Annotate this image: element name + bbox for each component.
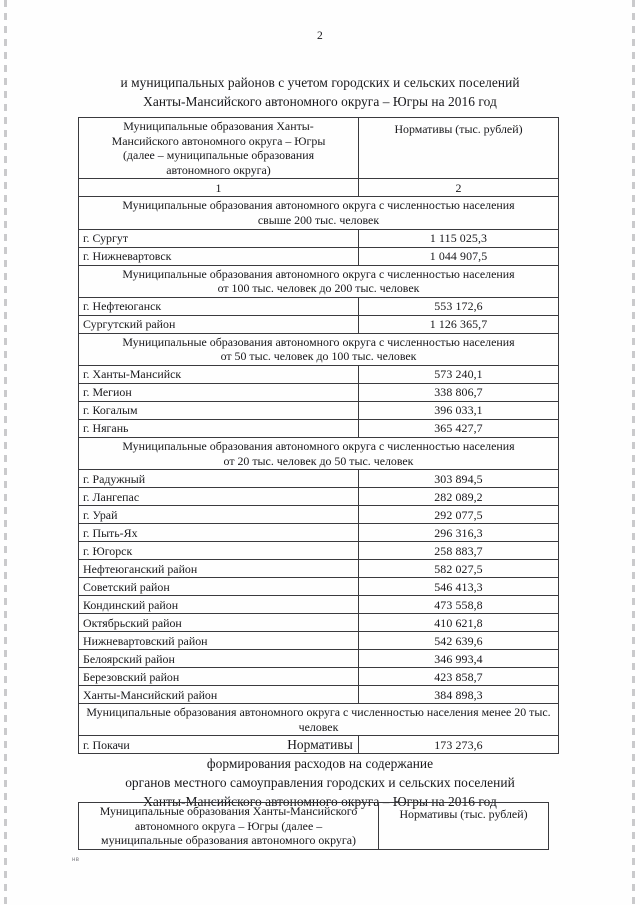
normative-value-cell: 1 115 025,3: [359, 229, 559, 247]
header-line: автономного округа – Югры (далее –: [134, 818, 323, 833]
municipality-name-cell: г. Нижневартовск: [79, 247, 359, 265]
municipality-name-cell: г. Лангепас: [79, 488, 359, 506]
normative-value-cell: 292 077,5: [359, 506, 559, 524]
municipality-name-cell: Кондинский район: [79, 596, 359, 614]
section-heading-line: свыше 200 тыс. человек: [257, 212, 380, 227]
municipality-name-cell: Белоярский район: [79, 650, 359, 668]
municipality-name-cell: г. Нефтеюганск: [79, 297, 359, 315]
section-heading: [79, 197, 559, 229]
municipality-name-cell: Октябрьский район: [79, 614, 359, 632]
header-line: (далее – муниципальные образования: [122, 148, 315, 163]
section-heading-row: [79, 704, 559, 736]
title-line: Ханты-Мансийского автономного округа – Югры на 2016 год: [143, 94, 497, 109]
section-heading-line: от 100 тыс. человек до 200 тыс. человек: [217, 281, 420, 296]
section-heading: [79, 333, 559, 365]
section-heading-line: Муниципальные образования автономного округа с численностью населения: [122, 198, 515, 213]
normatives-table-municipal-districts: [78, 117, 559, 754]
table-row: [79, 668, 559, 686]
table-row: [79, 488, 559, 506]
column-number-1: 1: [79, 179, 359, 197]
page-number: 2: [317, 30, 323, 42]
municipality-name-cell: г. Урай: [79, 506, 359, 524]
municipality-name-cell: Советский район: [79, 578, 359, 596]
normative-value-cell: 1 126 365,7: [359, 315, 559, 333]
municipality-name-cell: г. Нягань: [79, 419, 359, 437]
header-line: Мансийского автономного округа – Югры: [111, 133, 326, 148]
section-heading-line: Муниципальные образования автономного округа с численностью населения: [122, 438, 515, 453]
section-heading: [79, 265, 559, 297]
municipality-name-cell: г. Покачи: [79, 736, 359, 754]
table-row: [79, 229, 559, 247]
section-heading-row: [79, 333, 559, 365]
normative-value-cell: 542 639,6: [359, 632, 559, 650]
column-header-municipality: [79, 803, 379, 850]
scan-edge-right-artifact: [632, 0, 635, 905]
municipality-name-cell: Сургутский район: [79, 315, 359, 333]
normative-value-cell: 346 993,4: [359, 650, 559, 668]
normative-value-cell: 573 240,1: [359, 365, 559, 383]
normative-value-cell: 473 558,8: [359, 596, 559, 614]
title-line: Ханты-Мансийского автономного округа – Югры на 2016 год: [143, 794, 497, 809]
archive-corner-mark: нв: [72, 857, 80, 863]
municipality-name-cell: г. Когалым: [79, 401, 359, 419]
normative-value-cell: 258 883,7: [359, 542, 559, 560]
column-numbering-row: [79, 179, 559, 197]
normative-value-cell: 384 898,3: [359, 686, 559, 704]
document-title-second: [58, 735, 582, 811]
table-header-row: [79, 803, 549, 850]
document-title-first: [58, 73, 582, 111]
normative-value-cell: 582 027,5: [359, 560, 559, 578]
table-row: [79, 297, 559, 315]
table-row: [79, 524, 559, 542]
column-number-2: 2: [359, 179, 559, 197]
section-heading-line: Муниципальные образования автономного округа с численностью населения: [122, 266, 515, 281]
table-row: [79, 506, 559, 524]
section-heading-line: человек: [298, 719, 339, 734]
section-heading-line: Муниципальные образования автономного округа с численностью населения менее 20 тыс.: [86, 705, 551, 720]
table-row: [79, 632, 559, 650]
table-row: [79, 578, 559, 596]
municipality-name-cell: Нефтеюганский район: [79, 560, 359, 578]
header-line: муниципальные образования автономного округа): [101, 833, 356, 848]
table-row: [79, 419, 559, 437]
table-row: [79, 686, 559, 704]
header-line: Муниципальные образования Ханты-: [123, 119, 314, 133]
table-row: [79, 383, 559, 401]
section-heading-line: от 20 тыс. человек до 50 тыс. человек: [223, 453, 414, 468]
table-header-row: [79, 118, 559, 179]
header-line: Муниципальные образования Ханты-Мансийского: [99, 804, 358, 818]
municipality-name-cell: Ханты-Мансийский район: [79, 686, 359, 704]
table-row: [79, 560, 559, 578]
normative-value-cell: 410 621,8: [359, 614, 559, 632]
table-row: [79, 247, 559, 265]
section-heading-line: от 50 тыс. человек до 100 тыс. человек: [220, 349, 417, 364]
section-heading-line: Муниципальные образования автономного округа с численностью населения: [122, 334, 515, 349]
table-row: [79, 542, 559, 560]
normative-value-cell: 365 427,7: [359, 419, 559, 437]
municipality-name-cell: Нижневартовский район: [79, 632, 359, 650]
normative-value-cell: 282 089,2: [359, 488, 559, 506]
column-header-normatives: Нормативы (тыс. рублей): [379, 803, 549, 850]
section-heading: [79, 437, 559, 469]
municipality-name-cell: г. Югорск: [79, 542, 359, 560]
normative-value-cell: 396 033,1: [359, 401, 559, 419]
municipality-name-cell: г. Пыть-Ях: [79, 524, 359, 542]
municipality-name-cell: г. Мегион: [79, 383, 359, 401]
header-line: автономного округа): [166, 162, 271, 177]
table-row: [79, 365, 559, 383]
table-row: [79, 596, 559, 614]
column-header-municipality: [79, 118, 359, 179]
table-row: [79, 315, 559, 333]
title-line: Нормативы: [287, 737, 353, 752]
table-row: [79, 650, 559, 668]
title-line: органов местного самоуправления городских и сельских поселений: [125, 775, 515, 790]
normative-value-cell: 173 273,6: [359, 736, 559, 754]
normative-value-cell: 423 858,7: [359, 668, 559, 686]
normative-value-cell: 1 044 907,5: [359, 247, 559, 265]
table-row: [79, 614, 559, 632]
normatives-table-settlements: [78, 802, 549, 850]
normative-value-cell: 553 172,6: [359, 297, 559, 315]
title-line: и муниципальных районов с учетом городских и сельских поселений: [120, 75, 520, 90]
scan-edge-left-artifact: [4, 0, 7, 905]
title-line: формирования расходов на содержание: [206, 756, 434, 771]
table-row: [79, 470, 559, 488]
section-heading-row: [79, 197, 559, 229]
section-heading-row: [79, 437, 559, 469]
municipality-name-cell: г. Ханты-Мансийск: [79, 365, 359, 383]
normative-value-cell: 303 894,5: [359, 470, 559, 488]
normative-value-cell: 296 316,3: [359, 524, 559, 542]
municipality-name-cell: Березовский район: [79, 668, 359, 686]
municipality-name-cell: г. Радужный: [79, 470, 359, 488]
municipality-name-cell: г. Сургут: [79, 229, 359, 247]
normative-value-cell: 546 413,3: [359, 578, 559, 596]
column-header-normatives: Нормативы (тыс. рублей): [359, 118, 559, 179]
section-heading-row: [79, 265, 559, 297]
table-row: [79, 401, 559, 419]
section-heading: [79, 704, 559, 736]
normative-value-cell: 338 806,7: [359, 383, 559, 401]
